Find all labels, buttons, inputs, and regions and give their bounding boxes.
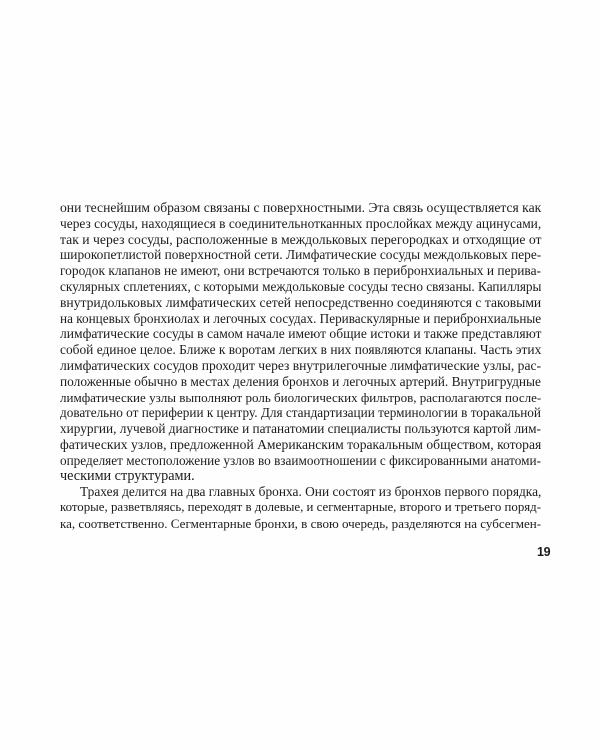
text-line: ка, соответственно. Сегментарные бронхи, в свою очередь, разделяются на субсегмен- <box>60 515 542 531</box>
text-line: определяет местоположение узлов во взаимоотношении с фиксированными анатоми- <box>60 452 541 468</box>
text-line: внутридольковых лимфатических сетей непосредственно соединяются с таковыми <box>60 294 542 310</box>
text-line: фатических узлов, предложенной Американским торакальным обществом, которая <box>60 436 542 452</box>
text-line: которые, разветвляясь, переходят в долевые, и сегментарные, второго и третьего поряд- <box>60 500 541 515</box>
paragraph-2 <box>60 484 541 531</box>
text-line: широкопетлистой поверхностной сети. Лимфатические сосуды междольковых пере- <box>60 247 542 263</box>
text-line: на концевых бронхиолах и легочных сосудах. Периваскулярные и перибронхиальные <box>60 310 542 326</box>
text-line: так и через сосуды, расположенные в междольковых перегородках и отходящие от <box>60 231 542 247</box>
text-line: довательно от периферии к центру. Для стандартизации терминологии в торакальной <box>60 405 541 421</box>
text-line: лимфатические сосуды в самом начале имеют общие истоки и также представляют <box>60 326 542 342</box>
text-line: через сосуды, находящиеся в соединительнотканных прослойках между ацинусами, <box>60 215 542 231</box>
paragraph-1 <box>60 200 541 484</box>
text-line: скулярных сплетениях, с которыми междольковые сосуды тесно связаны. Капилляры <box>60 278 542 294</box>
text-line: Трахея делится на два главных бронха. Они состоят из бронхов первого порядка, <box>80 484 542 500</box>
text-line: лимфатические узлы выполняют роль биологических фильтров, располагаются после- <box>60 389 542 405</box>
body-text <box>60 200 541 532</box>
text-line: они теснейшим образом связаны с поверхностными. Эта связь осуществляется как <box>60 200 542 215</box>
text-line: лимфатических сосудов проходит через внутрилегочные лимфатические узлы, рас- <box>60 357 541 373</box>
page-number: 19 <box>537 545 551 559</box>
text-line: хирургии, лучевой диагностике и патанатомии специалисты пользуются картой лим- <box>60 421 541 437</box>
text-line: положенные обычно в местах деления бронхов и легочных артерий. Внутригрудные <box>60 373 541 389</box>
text-line: ческими структурами. <box>60 467 195 484</box>
text-line: собой единое целое. Ближе к воротам легких в них появляются клапаны. Часть этих <box>60 342 542 358</box>
text-line: городок клапанов не имеют, они встречаются только в перибронхиальных и перива- <box>60 263 542 279</box>
